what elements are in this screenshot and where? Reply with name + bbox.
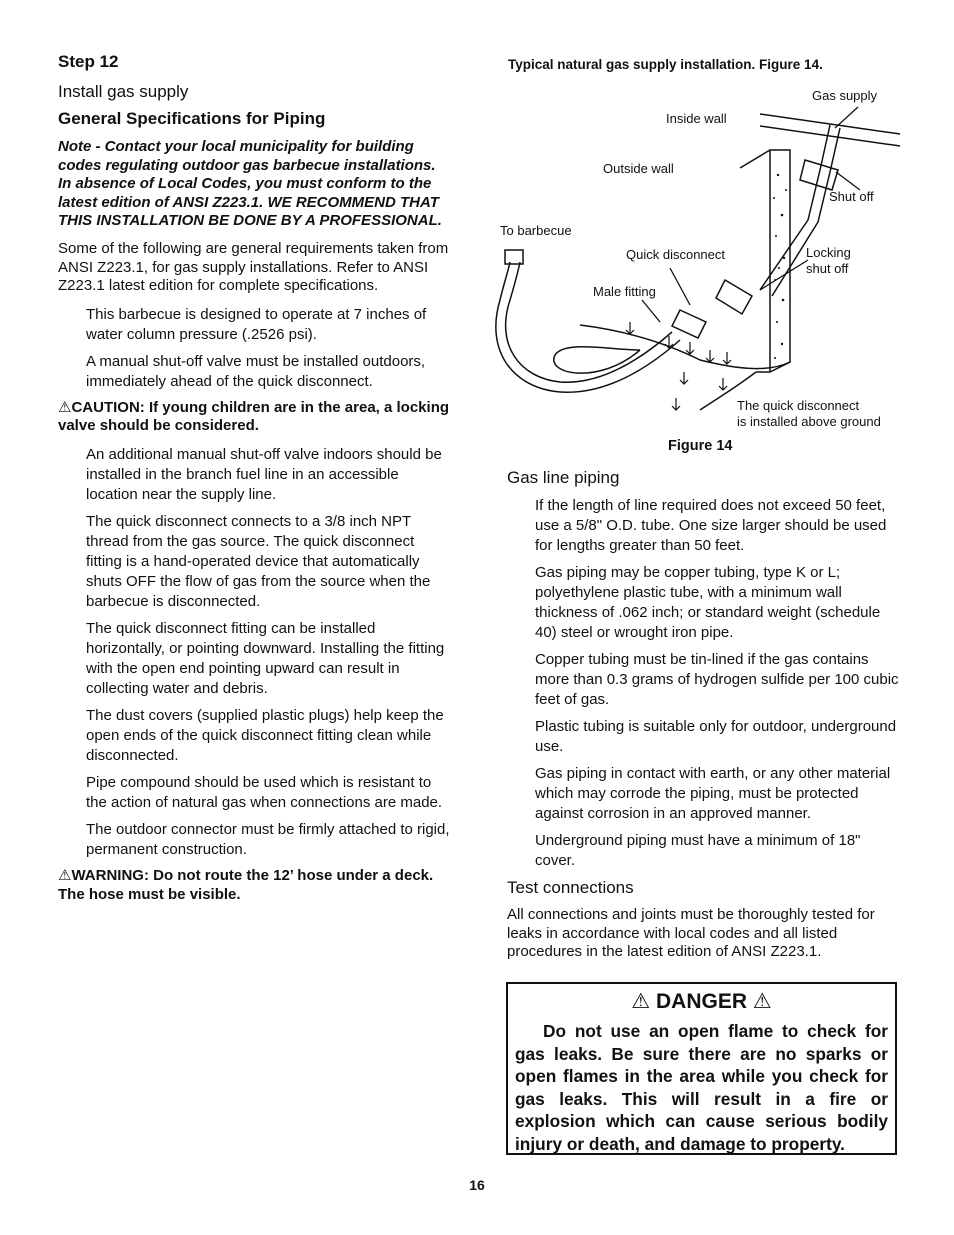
list-item: Copper tubing must be tin-lined if the gas contains more than 0.3 grams of hydrogen sulfide per 100 cubic feet of gas. [535, 651, 899, 708]
label-gas-supply: Gas supply [812, 88, 878, 103]
list-item: The outdoor connector must be firmly attached to rigid, permanent construction. [86, 820, 450, 858]
danger-box [506, 982, 897, 1155]
test-paragraph: All connections and joints must be thoroughly tested for leaks in accordance with local codes and all listed procedures in the latest edition of ANSI Z223.1. [507, 906, 875, 961]
list-item: Underground piping must have a minimum of 18" cover. [535, 832, 861, 869]
supply-pipe-top [760, 114, 900, 134]
right-column [507, 468, 899, 971]
caution-text: CAUTION: If young children are in the area, a locking valve should be considered. [58, 398, 450, 435]
locking-valve [716, 280, 752, 314]
list-item: A manual shut-off valve must be installed outdoors, immediately ahead of the quick disconnect. [86, 352, 426, 390]
quick-disconnect-fitting [672, 310, 706, 338]
figure-title: Typical natural gas supply installation. Figure 14. [508, 57, 823, 72]
grass-ticks [626, 322, 731, 410]
danger-title-text: DANGER [655, 990, 747, 1013]
intro-paragraph: Some of the following are general requirements taken from ANSI Z223.1, for gas supply installations. Refer to ANSI Z223.1 latest edition for complete specifications. [58, 239, 449, 295]
warning-triangle-icon: ⚠ [58, 398, 72, 416]
list-item: Gas piping in contact with earth, or any other material which may corrode the piping, must be protected against corrosion in an approved manner. [535, 765, 891, 822]
list-item: The quick disconnect fitting can be installed horizontally, or pointing downward. Installing the fitting with the open end pointing upward can result in collecting water and debris. [86, 619, 445, 697]
danger-text: Do not use an open flame to check for gas leaks. Be sure there are no sparks or open flames in the area while you check for gas leaks. This will result in a fire or explosion which can cause serious bodily injury or death, and damage to property. [515, 1021, 888, 1154]
label-outside-wall: Outside wall [603, 161, 674, 176]
label-inside-wall: Inside wall [666, 111, 727, 126]
warning-text: WARNING: Do not route the 12’ hose under a deck. The hose must be visible. [58, 866, 434, 903]
supply-pipe-bottom [760, 126, 900, 146]
wall-outline [740, 150, 790, 372]
label-locking: Locking [806, 245, 851, 260]
list-item: Plastic tubing is suitable only for outdoor, underground use. [535, 718, 897, 755]
label-quick-disconnect: Quick disconnect [626, 247, 725, 262]
figure-caption: Figure 14 [668, 438, 733, 454]
gas-line-heading: Gas line piping [507, 468, 620, 487]
warning-triangle-icon: ⚠ [631, 990, 651, 1013]
test-heading: Test connections [507, 878, 634, 897]
list-item: The quick disconnect connects to a 3/8 inch NPT thread from the gas source. The quick disconnect fitting is a hand-operated device that automatically shuts OFF the flow of gas from the source when the barbecue is disconnected. [86, 512, 431, 610]
wall-texture [773, 174, 787, 359]
barbecue-hose [506, 262, 672, 382]
list-item: If the length of line required does not exceed 50 feet, use a 5/8" O.D. tube. One size larger should be used for lengths greater than 50 feet. [535, 497, 887, 554]
step-subtitle: Install gas supply [58, 82, 189, 101]
warning-triangle-icon: ⚠ [752, 990, 772, 1013]
step-heading: Step 12 [58, 52, 119, 71]
warning-triangle-icon: ⚠ [58, 866, 72, 884]
code-note: Note - Contact your local municipality for building codes regulating outdoor gas barbecue installations. In absence of Local Codes, you must conform to the latest edition of ANSI Z223.1. WE RECOMMEND THAT THIS INSTALLATION BE DONE BY A PROFESSIONAL. [58, 138, 442, 230]
label-to-barbecue: To barbecue [500, 223, 572, 238]
list-item: An additional manual shut-off valve indoors should be installed in the branch fuel line in an accessible location near the supply line. [86, 445, 442, 503]
page-number: 16 [469, 1177, 485, 1193]
hose-end-fitting [505, 250, 523, 264]
list-item: Gas piping may be copper tubing, type K or L; polyethylene plastic tube, with a minimum wall thickness of .062 inch; or standard weight (schedule 40) steel or wrought iron pipe. [535, 564, 881, 641]
hose-coil [554, 347, 640, 373]
label-above-ground-line2: is installed above ground [737, 414, 881, 429]
list-item: The dust covers (supplied plastic plugs) help keep the open ends of the quick disconnect fitting clean while disconnected. [86, 706, 444, 764]
list-item: Pipe compound should be used which is resistant to the action of natural gas when connections are made. [86, 773, 443, 811]
list-item: This barbecue is designed to operate at 7 inches of water column pressure (.2526 psi). [86, 305, 427, 343]
label-shut-off: Shut off [829, 189, 874, 204]
warning-notice [58, 867, 450, 904]
section-heading: General Specifications for Piping [58, 109, 326, 128]
label-above-ground-line1: The quick disconnect [737, 398, 860, 413]
danger-title [508, 989, 895, 1014]
label-locking-shutoff: shut off [806, 261, 849, 276]
label-male-fitting: Male fitting [593, 284, 656, 299]
